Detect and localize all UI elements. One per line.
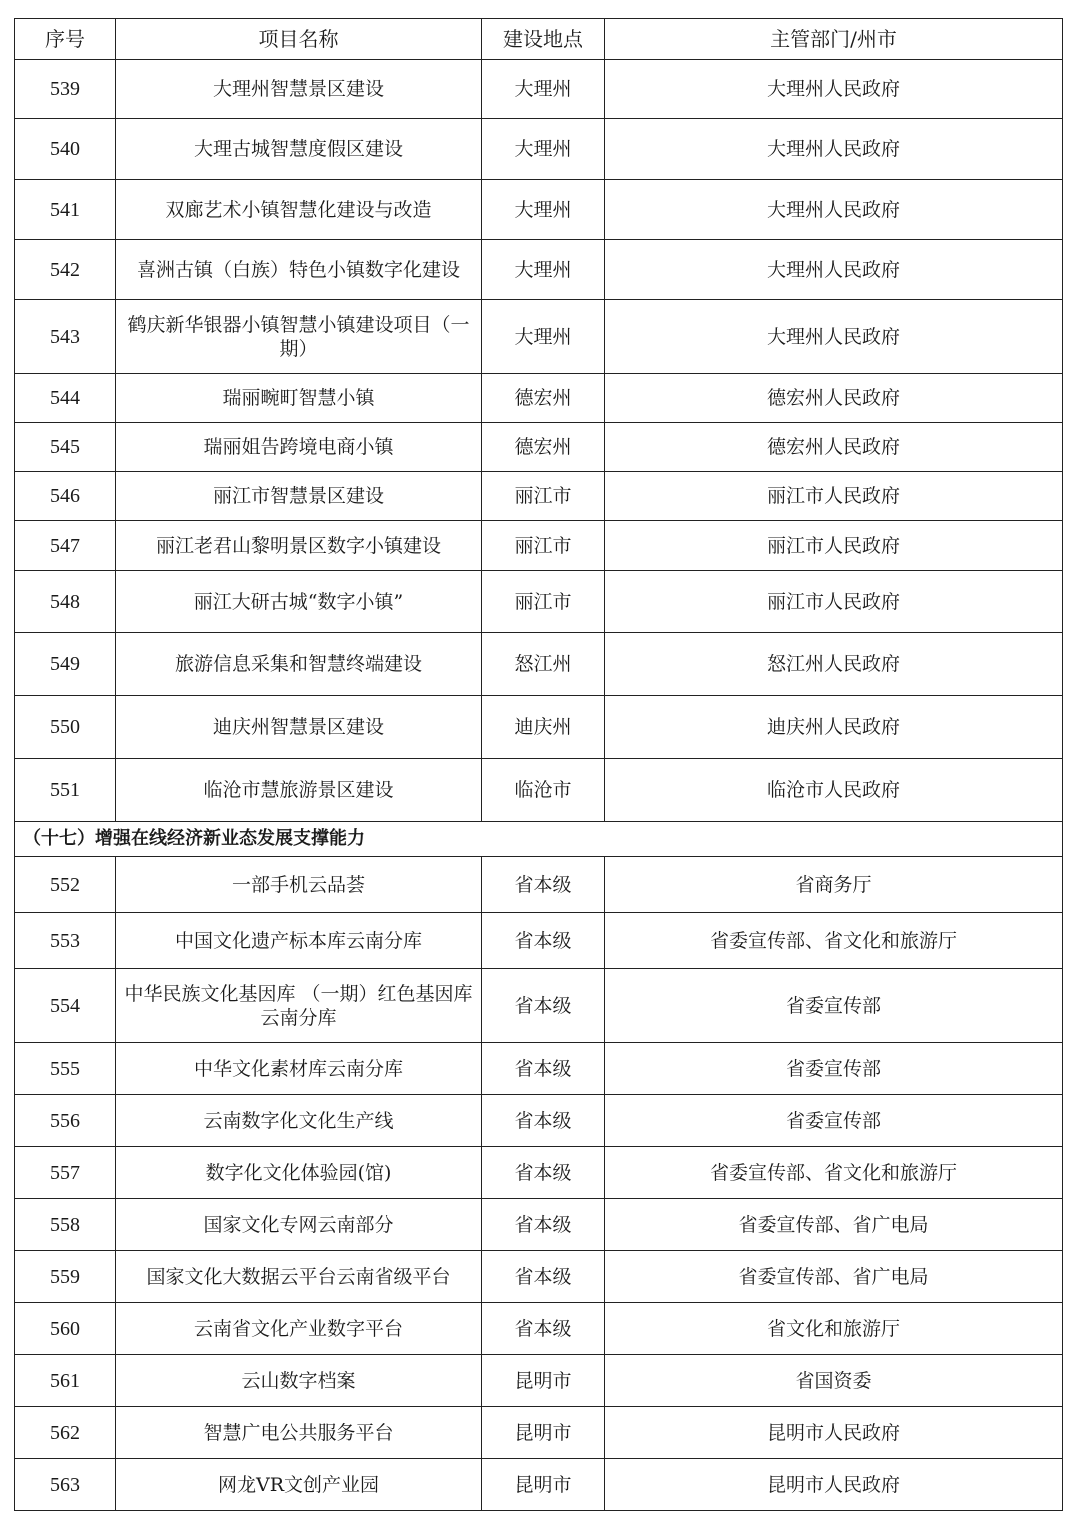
section-body: [15, 822, 1063, 857]
cell-location: 临沧市: [482, 759, 605, 822]
cell-index: 561: [15, 1355, 116, 1407]
cell-index: 543: [15, 300, 116, 374]
table-body-a: [15, 60, 1063, 822]
cell-index: 548: [15, 571, 116, 633]
cell-project-name: 双廊艺术小镇智慧化建设与改造: [116, 180, 482, 240]
project-table: [14, 18, 1063, 1511]
cell-location: 德宏州: [482, 423, 605, 472]
cell-index: 554: [15, 969, 116, 1043]
cell-project-name: 云南数字化文化生产线: [116, 1095, 482, 1147]
table-row: [15, 180, 1063, 240]
cell-location: 省本级: [482, 1251, 605, 1303]
section-row: [15, 822, 1063, 857]
cell-project-name: 数字化文化体验园(馆): [116, 1147, 482, 1199]
cell-index: 556: [15, 1095, 116, 1147]
cell-location: 大理州: [482, 60, 605, 119]
cell-department: 省委宣传部、省文化和旅游厅: [605, 1147, 1063, 1199]
table-row: [15, 60, 1063, 119]
section-title: （十七）增强在线经济新业态发展支撑能力: [15, 822, 1063, 857]
cell-department: 怒江州人民政府: [605, 633, 1063, 696]
cell-department: 德宏州人民政府: [605, 423, 1063, 472]
cell-project-name: 云南省文化产业数字平台: [116, 1303, 482, 1355]
table-row: [15, 759, 1063, 822]
cell-index: 559: [15, 1251, 116, 1303]
cell-location: 大理州: [482, 240, 605, 300]
cell-index: 540: [15, 119, 116, 180]
cell-location: 省本级: [482, 1095, 605, 1147]
cell-project-name: 中国文化遗产标本库云南分库: [116, 913, 482, 969]
cell-department: 大理州人民政府: [605, 119, 1063, 180]
cell-project-name: 网龙VR文创产业园: [116, 1459, 482, 1511]
cell-index: 563: [15, 1459, 116, 1511]
table-row: [15, 1303, 1063, 1355]
cell-index: 550: [15, 696, 116, 759]
cell-location: 怒江州: [482, 633, 605, 696]
table-row: [15, 300, 1063, 374]
cell-index: 560: [15, 1303, 116, 1355]
cell-project-name: 云山数字档案: [116, 1355, 482, 1407]
cell-project-name: 喜洲古镇（白族）特色小镇数字化建设: [116, 240, 482, 300]
cell-index: 549: [15, 633, 116, 696]
cell-department: 省委宣传部: [605, 1043, 1063, 1095]
cell-location: 大理州: [482, 300, 605, 374]
cell-location: 丽江市: [482, 521, 605, 571]
cell-index: 545: [15, 423, 116, 472]
table-row: [15, 1459, 1063, 1511]
table-row: [15, 374, 1063, 423]
cell-location: 丽江市: [482, 472, 605, 521]
cell-location: 迪庆州: [482, 696, 605, 759]
cell-location: 省本级: [482, 1147, 605, 1199]
cell-project-name: 大理古城智慧度假区建设: [116, 119, 482, 180]
cell-department: 省委宣传部、省广电局: [605, 1199, 1063, 1251]
cell-index: 544: [15, 374, 116, 423]
cell-department: 省委宣传部: [605, 1095, 1063, 1147]
cell-index: 562: [15, 1407, 116, 1459]
cell-department: 大理州人民政府: [605, 300, 1063, 374]
cell-project-name: 丽江大研古城“数字小镇”: [116, 571, 482, 633]
cell-department: 省文化和旅游厅: [605, 1303, 1063, 1355]
cell-department: 省国资委: [605, 1355, 1063, 1407]
cell-project-name: 一部手机云品荟: [116, 857, 482, 913]
cell-project-name: 智慧广电公共服务平台: [116, 1407, 482, 1459]
table-header-row: [15, 19, 1063, 60]
table-body-b: [15, 857, 1063, 1511]
cell-project-name: 临沧市慧旅游景区建设: [116, 759, 482, 822]
cell-location: 省本级: [482, 969, 605, 1043]
cell-location: 昆明市: [482, 1459, 605, 1511]
cell-location: 昆明市: [482, 1407, 605, 1459]
table-row: [15, 1251, 1063, 1303]
cell-project-name: 丽江老君山黎明景区数字小镇建设: [116, 521, 482, 571]
cell-index: 539: [15, 60, 116, 119]
cell-department: 昆明市人民政府: [605, 1459, 1063, 1511]
table-row: [15, 696, 1063, 759]
table-row: [15, 633, 1063, 696]
cell-location: 昆明市: [482, 1355, 605, 1407]
table-row: [15, 1147, 1063, 1199]
cell-department: 大理州人民政府: [605, 180, 1063, 240]
cell-department: 丽江市人民政府: [605, 521, 1063, 571]
header-project-name: 项目名称: [116, 19, 482, 60]
cell-department: 大理州人民政府: [605, 240, 1063, 300]
cell-project-name: 迪庆州智慧景区建设: [116, 696, 482, 759]
document-page: [14, 18, 1062, 1511]
table-row: [15, 1095, 1063, 1147]
cell-department: 省委宣传部、省广电局: [605, 1251, 1063, 1303]
cell-project-name: 瑞丽姐告跨境电商小镇: [116, 423, 482, 472]
cell-project-name: 中华民族文化基因库 （一期）红色基因库云南分库: [116, 969, 482, 1043]
cell-location: 省本级: [482, 1303, 605, 1355]
cell-index: 551: [15, 759, 116, 822]
cell-department: 丽江市人民政府: [605, 571, 1063, 633]
cell-index: 555: [15, 1043, 116, 1095]
table-row: [15, 119, 1063, 180]
cell-index: 541: [15, 180, 116, 240]
cell-index: 553: [15, 913, 116, 969]
cell-department: 迪庆州人民政府: [605, 696, 1063, 759]
cell-location: 省本级: [482, 857, 605, 913]
cell-index: 558: [15, 1199, 116, 1251]
cell-department: 丽江市人民政府: [605, 472, 1063, 521]
cell-location: 省本级: [482, 1199, 605, 1251]
cell-project-name: 国家文化大数据云平台云南省级平台: [116, 1251, 482, 1303]
cell-department: 临沧市人民政府: [605, 759, 1063, 822]
cell-index: 552: [15, 857, 116, 913]
header-index: 序号: [15, 19, 116, 60]
cell-location: 省本级: [482, 913, 605, 969]
table-row: [15, 472, 1063, 521]
cell-department: 省委宣传部: [605, 969, 1063, 1043]
cell-department: 大理州人民政府: [605, 60, 1063, 119]
cell-project-name: 国家文化专网云南部分: [116, 1199, 482, 1251]
table-row: [15, 423, 1063, 472]
table-row: [15, 571, 1063, 633]
table-row: [15, 969, 1063, 1043]
cell-location: 丽江市: [482, 571, 605, 633]
cell-index: 546: [15, 472, 116, 521]
table-row: [15, 1199, 1063, 1251]
header-department: 主管部门/州市: [605, 19, 1063, 60]
cell-department: 省委宣传部、省文化和旅游厅: [605, 913, 1063, 969]
cell-department: 省商务厅: [605, 857, 1063, 913]
table-row: [15, 1355, 1063, 1407]
table-row: [15, 240, 1063, 300]
cell-project-name: 大理州智慧景区建设: [116, 60, 482, 119]
table-row: [15, 1407, 1063, 1459]
cell-index: 542: [15, 240, 116, 300]
table-row: [15, 857, 1063, 913]
cell-location: 省本级: [482, 1043, 605, 1095]
cell-project-name: 鹤庆新华银器小镇智慧小镇建设项目（一期）: [116, 300, 482, 374]
cell-project-name: 丽江市智慧景区建设: [116, 472, 482, 521]
table-row: [15, 521, 1063, 571]
header-location: 建设地点: [482, 19, 605, 60]
cell-index: 557: [15, 1147, 116, 1199]
cell-location: 大理州: [482, 180, 605, 240]
cell-project-name: 中华文化素材库云南分库: [116, 1043, 482, 1095]
cell-index: 547: [15, 521, 116, 571]
cell-project-name: 旅游信息采集和智慧终端建设: [116, 633, 482, 696]
table-row: [15, 913, 1063, 969]
cell-project-name: 瑞丽畹町智慧小镇: [116, 374, 482, 423]
table-row: [15, 1043, 1063, 1095]
cell-department: 德宏州人民政府: [605, 374, 1063, 423]
cell-location: 大理州: [482, 119, 605, 180]
cell-department: 昆明市人民政府: [605, 1407, 1063, 1459]
cell-location: 德宏州: [482, 374, 605, 423]
